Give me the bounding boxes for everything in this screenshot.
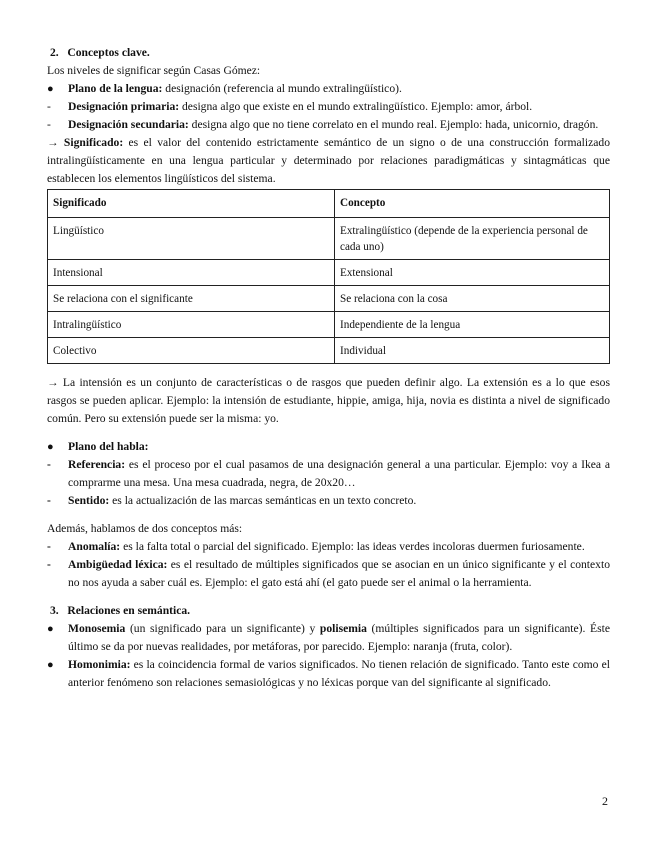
table-row bbox=[48, 218, 610, 260]
page-number: 2 bbox=[602, 794, 608, 808]
list-item bbox=[47, 98, 610, 116]
term-label: Designación secundaria: bbox=[68, 118, 189, 131]
table-row bbox=[48, 260, 610, 286]
term-text: es la actualización de las marcas semánticas en un texto concreto. bbox=[109, 494, 417, 507]
bullet-marker: ● bbox=[47, 623, 54, 635]
term-label: Designación primaria: bbox=[68, 100, 180, 113]
table-row bbox=[48, 338, 610, 364]
term-text: es el valor del contenido estrictamente semántico de un signo o de una construcción formalizado intralingüísticamente en una lengua particular y determinado por relaciones paradigmáticas y sintagmáticas que establecen los elementos lingüísticos del sistema. bbox=[47, 136, 610, 185]
table-cell: Lingüístico bbox=[48, 218, 335, 260]
table-cell: Se relaciona con la cosa bbox=[335, 286, 610, 312]
table-row bbox=[48, 312, 610, 338]
list-item bbox=[47, 556, 610, 592]
table-cell: Colectivo bbox=[48, 338, 335, 364]
comparison-table bbox=[47, 189, 610, 364]
bullet-marker: ● bbox=[47, 659, 54, 671]
term-label: Anomalía: bbox=[68, 540, 121, 553]
section-2-heading: 2. Conceptos clave. bbox=[50, 46, 150, 59]
table-header-cell: Concepto bbox=[335, 190, 610, 218]
list-item bbox=[47, 438, 610, 456]
table-header-cell: Significado bbox=[48, 190, 335, 218]
table-cell: Extralingüístico (depende de la experiencia personal de cada uno) bbox=[335, 218, 610, 260]
list-item bbox=[47, 80, 610, 98]
significado-paragraph bbox=[47, 134, 610, 188]
term-text: (múltiples significados para un significante). Éste último se da por nuevas realidades, por metáforas, por parecido. Ejemplo: naranja (fruta, color). bbox=[68, 622, 611, 653]
table-cell: Extensional bbox=[335, 260, 610, 286]
term-label: Ambigüedad léxica: bbox=[68, 558, 168, 571]
term-label: Significado: bbox=[63, 136, 124, 149]
table-cell: Individual bbox=[335, 338, 610, 364]
table-cell: Intralingüístico bbox=[48, 312, 335, 338]
term-label: Monosemia bbox=[68, 622, 126, 635]
term-text: es el proceso por el cual pasamos de una designación general a una particular. Ejemplo: voy a Ikea a comprarme una mesa. Una mesa cuadrada, negra, de 20x20… bbox=[68, 458, 610, 489]
bullet-marker: ● bbox=[47, 441, 54, 453]
list-item bbox=[47, 492, 610, 510]
intension-paragraph: → La intensión es un conjunto de características o de rasgos que pueden definir algo. La extensión es a lo que esos rasgos se pueden aplicar. Ejemplo: la intensión de estudiante, hippie, amiga, hija, novia es distinta a nivel de significado común. Pero su extensión puede ser la misma: yo. bbox=[47, 376, 610, 425]
dash-marker: - bbox=[47, 458, 51, 471]
table-cell: Intensional bbox=[48, 260, 335, 286]
term-label: Homonimia: bbox=[68, 658, 131, 671]
term-text: es el resultado de múltiples significados que se asocian en un único significante y el contexto no nos ayuda a saber cuál es. Ejemplo: el gato está ahí (el gato puede ser el animal o la herramienta. bbox=[68, 558, 610, 589]
term-label: Plano de la lengua: bbox=[68, 82, 163, 95]
section-3-heading: 3. Relaciones en semántica. bbox=[50, 604, 191, 617]
bullet-marker: ● bbox=[47, 83, 54, 95]
term-label: Sentido: bbox=[68, 494, 110, 507]
dash-marker: - bbox=[47, 100, 51, 113]
dash-marker: - bbox=[47, 118, 51, 131]
table-cell: Independiente de la lengua bbox=[335, 312, 610, 338]
table-row bbox=[48, 286, 610, 312]
term-text: es la coincidencia formal de varios significados. No tienen relación de significado. Tanto este como el anterior fenómeno son relaciones semasiológicas y no léxicas porque van del significante al significado. bbox=[68, 658, 610, 689]
list-item bbox=[47, 620, 610, 656]
term-text: designa algo que existe en el mundo extralingüístico. Ejemplo: amor, árbol. bbox=[179, 100, 533, 113]
arrow-icon: → bbox=[47, 136, 59, 149]
dash-marker: - bbox=[47, 494, 51, 507]
term-text: (un significado para un significante) y bbox=[125, 622, 320, 635]
term-text: es la falta total o parcial del significado. Ejemplo: las ideas verdes incoloras duermen furiosamente. bbox=[120, 540, 585, 553]
term-label: polisemia bbox=[319, 622, 367, 635]
habla-heading: Plano del habla: bbox=[68, 440, 149, 453]
table-cell: Se relaciona con el significante bbox=[48, 286, 335, 312]
list-item bbox=[47, 456, 610, 492]
section-2-intro: Los niveles de significar según Casas Gómez: bbox=[47, 64, 261, 77]
list-item bbox=[47, 116, 610, 134]
dash-marker: - bbox=[47, 558, 51, 571]
ademas-intro: Además, hablamos de dos conceptos más: bbox=[47, 522, 243, 535]
list-item bbox=[47, 656, 610, 692]
term-text: designa algo que no tiene correlato en el mundo real. Ejemplo: hada, unicornio, dragón. bbox=[188, 118, 599, 131]
document-page bbox=[47, 44, 610, 692]
term-label: Referencia: bbox=[68, 458, 126, 471]
table-header-row bbox=[48, 190, 610, 218]
term-text: designación (referencia al mundo extralingüístico). bbox=[162, 82, 402, 95]
list-item bbox=[47, 538, 610, 556]
dash-marker: - bbox=[47, 540, 51, 553]
